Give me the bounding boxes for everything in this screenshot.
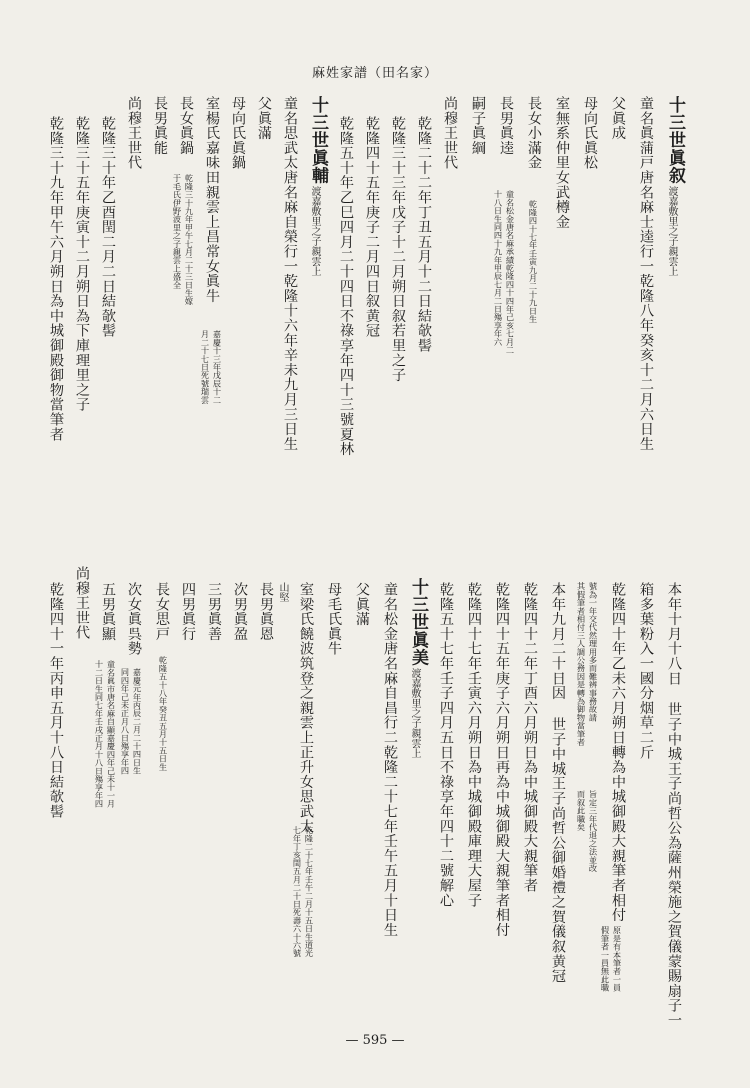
entry-line: 乾隆四十五年庚子六月朔日再為中城御殿大親筆者相付 [494, 582, 510, 938]
annotation: 原是有本筆者一員 [612, 926, 623, 992]
entry-line: 乾隆四十年乙未六月朔日轉為中城御殿大親筆者相付 [610, 582, 626, 923]
entry-line: 長男眞恩 [258, 582, 274, 642]
annotation: 而叙此職矣 [576, 790, 587, 831]
annotation: 童名松金唐名麻承績乾隆四十四年己亥七月二 [505, 190, 516, 354]
generation-heading-shinjo: 十三世眞叙 [665, 96, 685, 184]
annotation: 其假筆者相付三人調公務因是轉為御物當筆者 [576, 582, 587, 746]
page-header: 麻姓家譜（田名家） [311, 66, 438, 81]
generation-heading-shinho: 十三世眞輔 [308, 96, 328, 184]
title-shinho: 渡嘉敷里之子親雲上 [309, 186, 320, 276]
entry-line: 乾隆三十九年甲午六月朔日為中城御殿御物當筆者 [48, 116, 64, 442]
page-number: — 595 — [345, 1033, 405, 1048]
entry-line: 母向氏眞松 [582, 96, 598, 170]
annotation: 月二十七日死號瑞雲 [200, 330, 211, 404]
annotation: 假筆者一員無此職 [600, 926, 611, 992]
entry-line: 嗣子眞綱 [470, 96, 486, 156]
entry-line: 乾隆四十一年丙申五月十八日結欹髻 [48, 582, 64, 819]
annotation: 乾隆四十七年壬寅九月二十九日生 [528, 200, 539, 323]
entry-line: 室無系仲里女武樽金 [554, 96, 570, 230]
entry-line: 乾隆三十年乙酉閏二月二日結欹髻 [100, 116, 116, 338]
annotation: 嘉慶元年丙辰二月二十四日生 [132, 668, 143, 775]
entry-line: 乾隆三十五年庚寅十二月朔日為下庫理里之子 [74, 116, 90, 412]
entry-line: 乾隆四十五年庚子二月四日叙黄冠 [364, 116, 380, 338]
reign-heading: 尚穆王世代 [74, 566, 90, 640]
annotation: 乾隆三十九年甲午七月二十三日生嫁 [184, 174, 195, 306]
entry-line: 乾隆五十七年壬子四月五日不祿享年四十二號解心 [438, 582, 454, 908]
entry-line: 五男眞顯 [100, 582, 116, 642]
entry-line: 四男眞行 [180, 582, 196, 642]
entry-line: 長女思戸 [154, 582, 170, 642]
entry-line: 三男眞善 [206, 582, 222, 642]
annotation: 十二日生同七年壬戌正月十八日殤享年四 [94, 660, 105, 808]
title-shinbi: 渡嘉敷里之子親雲上 [409, 668, 420, 758]
entry-line: 童名思武太唐名麻自榮行一乾隆十六年辛未九月三日生 [282, 96, 298, 452]
annotation: 童名眞市唐名麻自顯嘉慶四年己未十一月 [106, 660, 117, 808]
annotation: 于毛氏伊野波里之子親雲上盛全 [172, 174, 183, 289]
reign-heading: 尚穆王世代 [126, 96, 142, 170]
entry-line: 長女小滿金 [526, 96, 542, 170]
entry-line: 母毛氏眞牛 [326, 582, 342, 656]
entry-line: 乾隆四十七年壬寅六月朔日為中城御殿庫理大屋子 [466, 582, 482, 908]
entry-line: 次女眞呉勢 [126, 582, 142, 656]
annotation: 號為一年交代然理用多而難辨事務故請 [588, 582, 599, 722]
entry-line: 童名眞蒲戸唐名麻士逵行一乾隆八年癸亥十二月六日生 [638, 96, 654, 452]
entry-line: 室梁氏饒波筑登之親雲上正升女思武太 [298, 582, 314, 834]
entry-line: 父眞成 [610, 96, 626, 141]
entry-line: 乾隆二十二年丁丑五月十二日結欹髻 [416, 116, 432, 353]
entry-line: 童名松金唐名麻自昌行二乾隆二十七年壬午五月十日生 [382, 582, 398, 938]
entry-line: 長男眞逵 [498, 96, 514, 156]
annotation: 旨定三年代退之法並改 [588, 790, 599, 872]
entry-line: 本年十月十八日 世子中城王子尚哲公為薩州榮施之賀儀蒙賜扇子一 [666, 582, 682, 1028]
reign-heading: 尚穆王世代 [442, 96, 458, 170]
entry-line: 長男眞能 [152, 96, 168, 156]
entry-line: 母向氏眞鍋 [230, 96, 246, 170]
generation-heading-shinbi: 十三世眞美 [408, 578, 428, 666]
entry-line: 本年九月二十日因 世子中城王子尚哲公御婚禮之賀儀叙黄冠 [550, 582, 566, 984]
annotation: 同四年己未正月八日殤享年四 [120, 668, 131, 775]
annotation: 乾隆二十七年壬午二月十五日生道光 [304, 826, 315, 958]
annotation: 嘉慶十三年戊辰十二 [212, 330, 223, 404]
annotation: 七年丁亥閏五月二十日死壽六十六號 [292, 826, 303, 958]
entry-line: 父眞滿 [354, 582, 370, 627]
entry-line: 乾隆四十二年丁酉六月朔日為中城御殿大親筆者 [522, 582, 538, 893]
entry-line: 箱多葉粉入一國分烟草二斤 [638, 582, 654, 760]
posthumous-name: 山堅 [277, 582, 288, 602]
entry-line: 乾隆三十三年戊子十二月朔日叙若里之子 [390, 116, 406, 383]
entry-line: 室楊氏嘉味田親雲上昌常女眞牛 [204, 96, 220, 304]
entry-line: 長女眞鍋 [178, 96, 194, 156]
annotation: 乾隆五十八年癸丑五月十五日生 [158, 656, 169, 771]
entry-line: 乾隆五十年乙巳四月二十四日不祿享年四十三號夏林 [338, 116, 354, 457]
entry-line: 父眞滿 [256, 96, 272, 141]
annotation: 十八日生同四十九年甲辰七月二日殤享年六 [493, 190, 504, 346]
entry-line: 次男眞盈 [232, 582, 248, 642]
title-shinjo: 渡嘉敷里之子親雲上 [666, 186, 677, 276]
